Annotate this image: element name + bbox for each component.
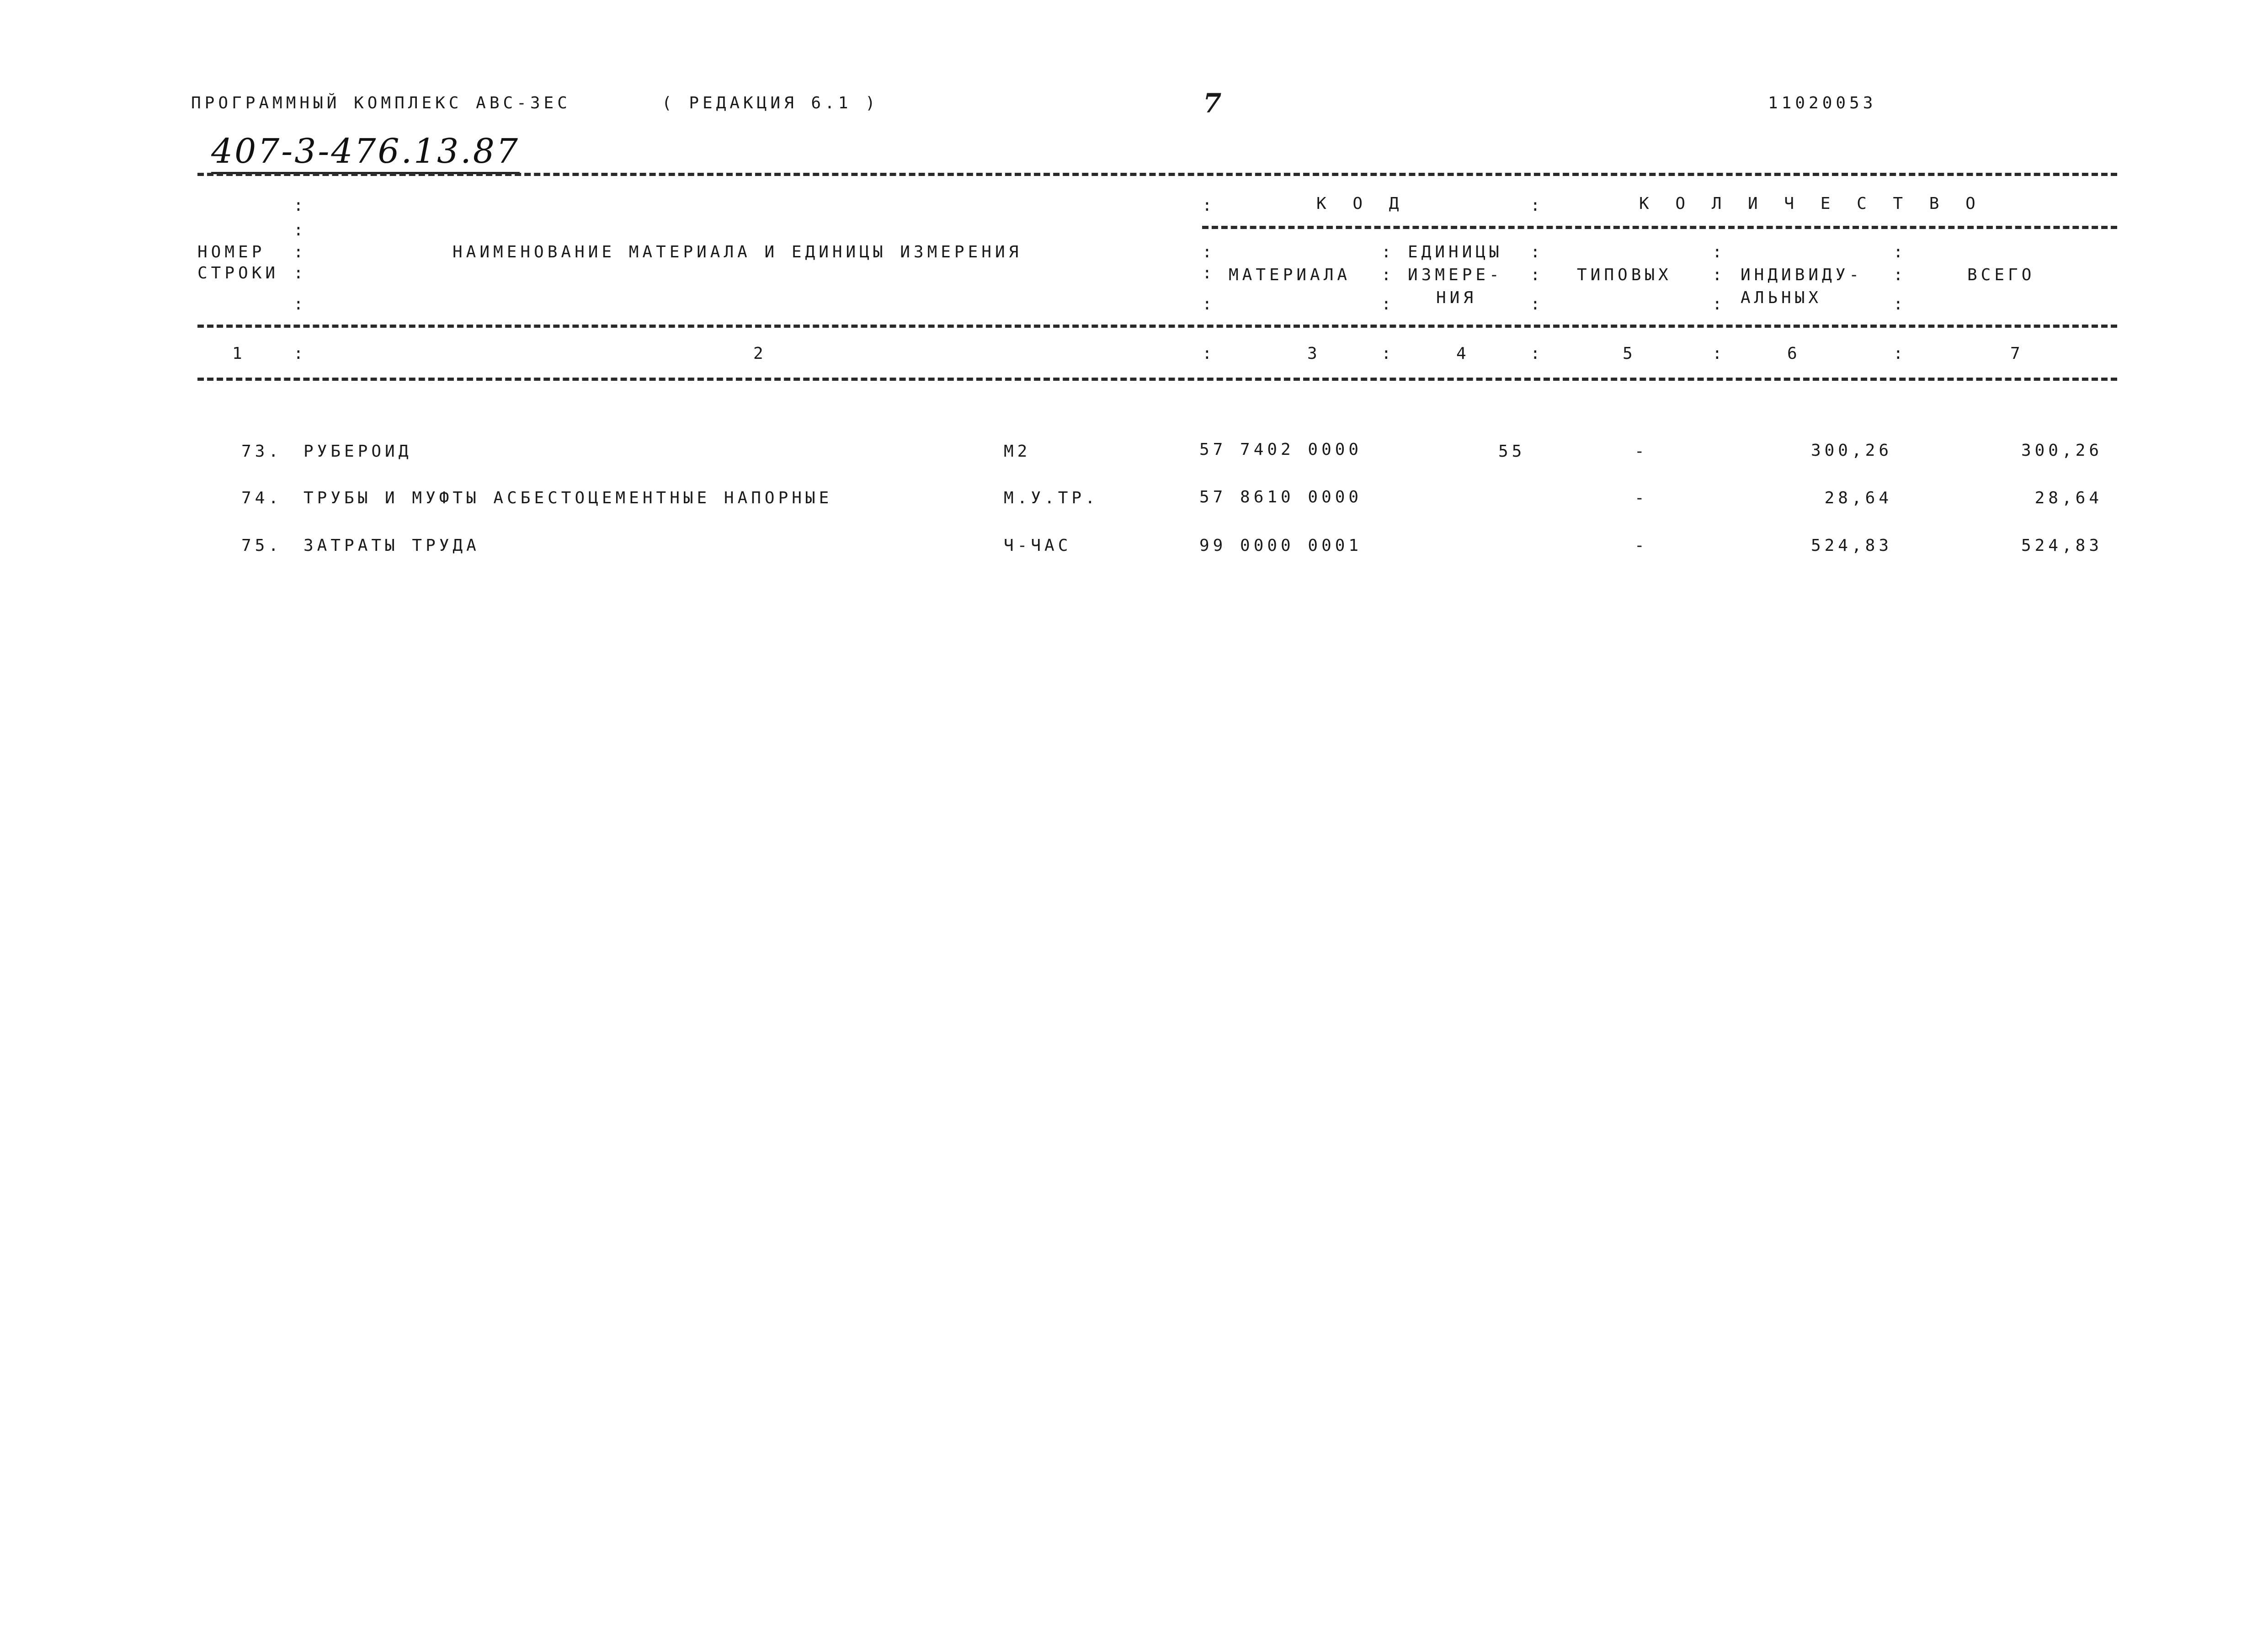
separator: : <box>1712 266 1722 284</box>
col-material-code-header: МАТЕРИАЛА <box>1229 266 1351 284</box>
col-unit-code-header-line3: НИЯ <box>1436 288 1477 307</box>
separator: : <box>1530 243 1540 261</box>
material-code: 99 0000 0001 <box>1199 536 1363 555</box>
separator: : <box>293 295 303 314</box>
separator: : <box>1381 344 1391 363</box>
separator: : <box>293 243 303 261</box>
quantity-group-header: К О Л И Ч Е С Т В О <box>1639 194 1984 213</box>
col-number: 2 <box>753 344 767 363</box>
separator: : <box>1712 295 1722 314</box>
total-qty: 300,26 <box>2021 441 2103 460</box>
row-number: 73. <box>241 442 282 461</box>
unit: М2 <box>1004 442 1031 461</box>
separator: : <box>1893 295 1903 314</box>
col-number: 6 <box>1787 344 1801 363</box>
code-group-header: К О Д <box>1316 194 1407 213</box>
typical-qty: - <box>1634 536 1648 555</box>
separator: : <box>1530 295 1540 314</box>
separator: : <box>1202 295 1212 314</box>
material-name: ЗАТРАТЫ ТРУДА <box>303 536 480 555</box>
header-bottom-rule <box>197 325 2117 328</box>
column-number-bottom-rule <box>197 378 2117 381</box>
col-name-header: НАИМЕНОВАНИЕ МАТЕРИАЛА И ЕДИНИЦЫ ИЗМЕРЕНИЯ <box>453 243 1022 261</box>
group-subrule <box>1202 226 2117 229</box>
material-name: РУБЕРОИД <box>303 442 412 461</box>
col-number: 7 <box>2010 344 2024 363</box>
col-individual-header-line2: АЛЬНЫХ <box>1741 288 1822 307</box>
separator: : <box>1202 264 1212 282</box>
table-top-rule <box>197 173 2117 176</box>
total-qty: 28,64 <box>2034 489 2103 507</box>
col-row-number-header-line2: СТРОКИ <box>197 264 279 282</box>
unit: Ч-ЧАС <box>1004 536 1072 555</box>
material-code: 57 7402 0000 <box>1199 440 1363 459</box>
material-code: 57 8610 0000 <box>1199 488 1363 506</box>
separator: : <box>1202 196 1212 215</box>
program-edition: ( РЕДАКЦИЯ 6.1 ) <box>662 94 879 112</box>
unit-code: 55 <box>1498 442 1526 461</box>
row-number: 75. <box>241 536 282 555</box>
col-typical-header: ТИПОВЫХ <box>1577 266 1672 284</box>
material-name: ТРУБЫ И МУФТЫ АСБЕСТОЦЕМЕНТНЫЕ НАПОРНЫЕ <box>303 489 833 507</box>
col-unit-code-header-line1: ЕДИНИЦЫ <box>1408 243 1503 261</box>
total-qty: 524,83 <box>2021 536 2103 555</box>
separator: : <box>1530 266 1540 284</box>
separator: : <box>1893 344 1903 363</box>
col-unit-code-header-line2: ИЗМЕРЕ- <box>1408 266 1503 284</box>
document-code: 11020053 <box>1768 94 1877 112</box>
separator: : <box>293 196 303 215</box>
separator: : <box>293 264 303 282</box>
individual-qty: 300,26 <box>1810 441 1892 460</box>
separator: : <box>1381 243 1391 261</box>
col-number: 1 <box>232 344 246 363</box>
separator: : <box>1712 344 1722 363</box>
individual-qty: 28,64 <box>1824 489 1892 507</box>
separator: : <box>1712 243 1722 261</box>
separator: : <box>1202 243 1212 261</box>
col-number: 4 <box>1456 344 1470 363</box>
typical-qty: - <box>1634 489 1648 507</box>
col-number: 3 <box>1307 344 1321 363</box>
unit: М.У.ТР. <box>1004 489 1099 507</box>
col-row-number-header-line1: НОМЕР <box>197 243 266 261</box>
separator: : <box>1530 344 1540 363</box>
col-number: 5 <box>1623 344 1636 363</box>
separator: : <box>1202 344 1212 363</box>
handwritten-reference: 407-3-476.13.87 <box>211 132 520 174</box>
col-total-header: ВСЕГО <box>1967 266 2035 284</box>
col-individual-header-line1: ИНДИВИДУ- <box>1741 266 1863 284</box>
separator: : <box>1893 266 1903 284</box>
program-title <box>191 95 571 112</box>
page-number: 7 <box>1203 88 1222 119</box>
program-name: ПРОГРАММНЫЙ КОМПЛЕКС АВС-3ЕС <box>191 94 571 112</box>
separator: : <box>293 221 303 240</box>
separator: : <box>293 344 303 363</box>
typical-qty: - <box>1634 442 1648 461</box>
separator: : <box>1530 196 1540 215</box>
individual-qty: 524,83 <box>1810 536 1892 555</box>
separator: : <box>1381 295 1391 314</box>
separator: : <box>1893 243 1903 261</box>
separator: : <box>1381 266 1391 284</box>
row-number: 74. <box>241 489 282 507</box>
